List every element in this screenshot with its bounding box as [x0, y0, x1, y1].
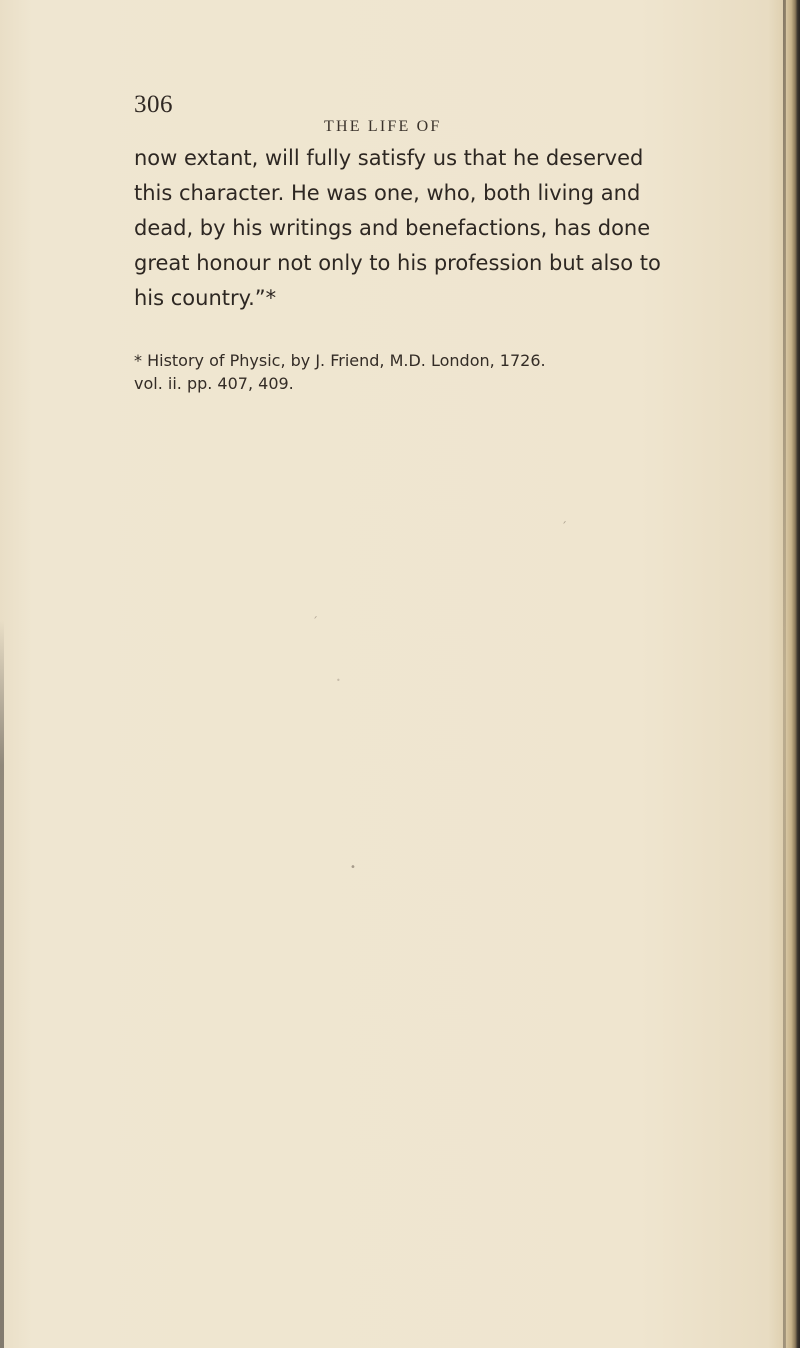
paper-speck: ˊ: [561, 520, 567, 534]
page-right-edge-binding: [784, 0, 800, 1348]
body-paragraph: [134, 141, 724, 316]
body-line: his country.”*: [134, 286, 277, 310]
page-left-edge-shadow: [0, 620, 4, 1348]
running-head: THE LIFE OF: [324, 118, 442, 135]
body-line: this character. He was one, who, both living and: [134, 181, 641, 205]
body-line: dead, by his writings and benefactions, has done: [134, 216, 651, 240]
page-number: 306: [134, 91, 173, 118]
paper-speck: •: [350, 862, 356, 873]
body-line: great honour not only to his profession but also to: [134, 251, 661, 275]
paper-speck: •: [336, 676, 341, 685]
footnote: [134, 349, 734, 395]
footnote-line: * History of Physic, by J. Friend, M.D. London, 1726.: [134, 351, 546, 370]
paper-speck: ˊ: [312, 615, 318, 629]
body-line: now extant, will fully satisfy us that he deserved: [134, 146, 644, 170]
footnote-line: vol. ii. pp. 407, 409.: [134, 374, 294, 393]
